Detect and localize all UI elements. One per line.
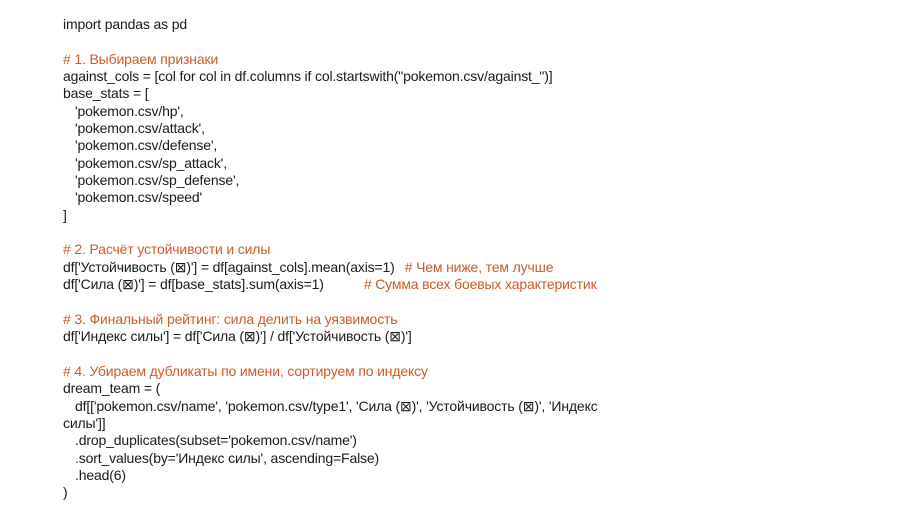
blank-line: [63, 294, 883, 311]
code-line-import: import pandas as pd: [63, 16, 188, 32]
code-text: .sort_values(by='Индекс силы', ascending=False): [75, 449, 380, 466]
code-text: 'pokemon.csv/sp_defense',: [75, 172, 240, 189]
code-comment-select-features: # 1. Выбираем признаки: [63, 50, 219, 67]
blank-line: [63, 33, 883, 50]
code-line-dream-team-open: dream_team = (: [63, 380, 161, 397]
code-line-select-columns: [63, 398, 883, 415]
code-line-speed: [63, 189, 883, 206]
code-line-power-index: df['Индекс силы'] = df['Сила (⊠)'] / df['Устойчивость (⊠)']: [63, 328, 412, 345]
code-text: .head(6): [75, 466, 126, 483]
code-line-drop-duplicates: [63, 432, 883, 449]
blank-line: [63, 346, 883, 363]
code-text: .drop_duplicates(subset='pokemon.csv/name'): [75, 432, 357, 449]
code-text: 'pokemon.csv/speed': [75, 189, 203, 206]
code-line-sp-attack: [63, 155, 883, 172]
code-line-sort-values: [63, 450, 883, 467]
code-inline-comment: # Сумма всех боевых характеристик: [363, 276, 597, 293]
code-text: 'pokemon.csv/defense',: [75, 137, 218, 154]
code-line-base-stats-open: base_stats = [: [63, 85, 149, 102]
code-line-strength: [63, 276, 883, 293]
code-comment-dedupe: # 4. Убираем дубликаты по имени, сортируем по индексу: [63, 362, 428, 379]
code-line-stability: [63, 259, 883, 276]
code-line-defense: [63, 137, 883, 154]
code-panel: [63, 16, 883, 502]
code-line-hp: [63, 103, 883, 120]
code-text: df['Устойчивость (⊠)'] = df[against_cols].mean(axis=1): [63, 258, 395, 275]
code-line-head: [63, 467, 883, 484]
code-inline-comment: # Чем ниже, тем лучше: [404, 258, 554, 275]
code-text: df[['pokemon.csv/name', 'pokemon.csv/type1', 'Сила (⊠)', 'Устойчивость (⊠)', 'Индекс: [75, 397, 598, 414]
code-text: 'pokemon.csv/hp',: [75, 102, 184, 119]
code-line-sp-defense: [63, 172, 883, 189]
code-comment-rating: # 3. Финальный рейтинг: сила делить на уязвимость: [63, 310, 398, 327]
code-comment-calc: # 2. Расчёт устойчивости и силы: [63, 241, 271, 258]
code-line-dream-team-close: ): [63, 484, 68, 501]
code-text: df['Сила (⊠)'] = df[base_stats].sum(axis=1): [63, 276, 324, 293]
code-text: 'pokemon.csv/sp_attack',: [75, 154, 227, 171]
blank-line: [63, 224, 883, 241]
code-line-select-columns-wrap: силы']]: [63, 414, 106, 431]
code-text: 'pokemon.csv/attack',: [75, 120, 205, 137]
code-line-against-cols: against_cols = [col for col in df.columns if col.startswith("pokemon.csv/against_")]: [63, 68, 553, 85]
code-line-base-stats-close: ]: [63, 206, 67, 223]
code-line-attack: [63, 120, 883, 137]
